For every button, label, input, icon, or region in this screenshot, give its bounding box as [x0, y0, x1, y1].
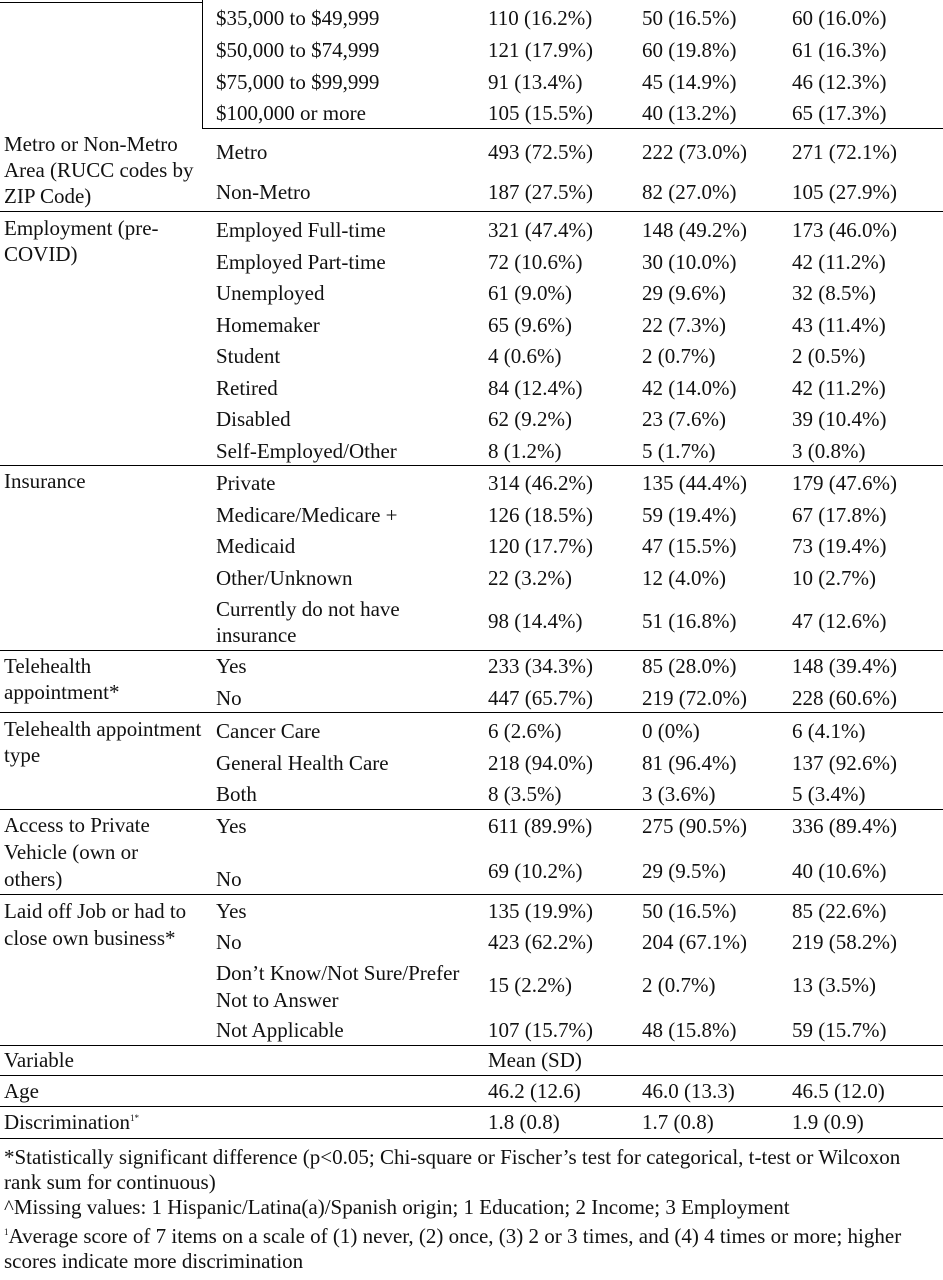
group2-cell: 43 (11.4%)	[792, 313, 886, 337]
group1-cell: 30 (10.0%)	[642, 250, 737, 274]
category-cell: Medicaid	[216, 534, 296, 558]
category-cell: Other/Unknown	[216, 566, 353, 590]
section-rule	[0, 809, 943, 810]
category-cell: Medicare/Medicare +	[216, 503, 398, 527]
footnote-text: ^Missing values: 1 Hispanic/Latina(a)/Spanish origin; 1 Education; 2 Income; 3 Employment	[4, 1195, 790, 1219]
total-cell: 61 (9.0%)	[488, 281, 572, 305]
total-cell: 6 (2.6%)	[488, 719, 562, 743]
group1-cell: 40 (13.2%)	[642, 101, 737, 125]
category-cell: Non-Metro	[216, 180, 311, 204]
mean-sd-header: Mean (SD)	[488, 1048, 582, 1072]
category-cell: Retired	[216, 376, 278, 400]
group2-cell: 3 (0.8%)	[792, 439, 866, 463]
group2-cell: 40 (10.6%)	[792, 859, 887, 883]
group2-cell: 42 (11.2%)	[792, 376, 886, 400]
group1-cell: 29 (9.5%)	[642, 859, 726, 883]
footnote-marker: 1	[4, 1227, 9, 1237]
footnote-text: *Statistically significant difference (p<0.05; Chi-square or Fischer’s test for categorical, t-test or Wilcoxon rank sum for continuous)	[4, 1145, 901, 1194]
total-cell: 91 (13.4%)	[488, 70, 583, 94]
group1-cell: 148 (49.2%)	[642, 218, 747, 242]
group1-cell: 2 (0.7%)	[642, 973, 716, 997]
footnote	[4, 1145, 939, 1195]
group2-cell: 5 (3.4%)	[792, 782, 866, 806]
group2-cell: 1.9 (0.9)	[792, 1110, 864, 1134]
group2-cell: 39 (10.4%)	[792, 407, 887, 431]
column-divider	[202, 0, 203, 128]
category-cell: Currently do not have insurance	[216, 597, 400, 647]
total-cell: 187 (27.5%)	[488, 180, 593, 204]
group1-cell: 60 (19.8%)	[642, 38, 737, 62]
category-cell: $100,000 or more	[216, 101, 366, 125]
footnote	[4, 1220, 939, 1274]
variable-label: Telehealth appointment*	[4, 654, 120, 704]
category-cell: Yes	[216, 654, 247, 678]
variable-label: Employment (pre-COVID)	[4, 216, 159, 266]
group2-cell: 46 (12.3%)	[792, 70, 887, 94]
total-cell: 4 (0.6%)	[488, 344, 562, 368]
total-cell: 8 (3.5%)	[488, 782, 562, 806]
group2-cell: 85 (22.6%)	[792, 899, 887, 923]
variable-label: Laid off Job or had to close own business*	[4, 899, 187, 950]
table-bottom-rule	[0, 1138, 943, 1139]
total-cell: 314 (46.2%)	[488, 471, 593, 495]
group2-cell: 137 (92.6%)	[792, 751, 897, 775]
section-rule	[0, 712, 943, 713]
total-cell: 22 (3.2%)	[488, 566, 572, 590]
total-cell: 98 (14.4%)	[488, 609, 583, 633]
group1-cell: 0 (0%)	[642, 719, 700, 743]
total-cell: 69 (10.2%)	[488, 859, 583, 883]
category-cell: No	[216, 686, 242, 710]
table-top-rule	[0, 2, 202, 3]
footnotes	[4, 1145, 939, 1274]
group2-cell: 73 (19.4%)	[792, 534, 887, 558]
category-cell: Employed Full-time	[216, 218, 386, 242]
group1-cell: 45 (14.9%)	[642, 70, 737, 94]
group1-cell: 48 (15.8%)	[642, 1018, 737, 1042]
total-cell: 107 (15.7%)	[488, 1018, 593, 1042]
category-cell: Homemaker	[216, 313, 320, 337]
group2-cell: 42 (11.2%)	[792, 250, 886, 274]
category-cell: Cancer Care	[216, 719, 321, 743]
category-cell: No	[216, 867, 242, 891]
total-cell: 84 (12.4%)	[488, 376, 583, 400]
category-cell: Student	[216, 344, 281, 368]
group2-cell: 65 (17.3%)	[792, 101, 887, 125]
total-cell: 8 (1.2%)	[488, 439, 562, 463]
footnote-text: Average score of 7 items on a scale of (1) never, (2) once, (3) 2 or 3 times, and (4) 4 times or more; higher scores indicate more discrimination	[4, 1224, 902, 1273]
group1-cell: 47 (15.5%)	[642, 534, 737, 558]
total-cell: 126 (18.5%)	[488, 503, 593, 527]
total-cell: 120 (17.7%)	[488, 534, 593, 558]
total-cell: 233 (34.3%)	[488, 654, 593, 678]
variable-header: Variable	[4, 1048, 74, 1072]
footnote	[4, 1195, 939, 1220]
group1-cell: 219 (72.0%)	[642, 686, 747, 710]
group2-cell: 2 (0.5%)	[792, 344, 866, 368]
section-rule	[0, 465, 943, 466]
section-rule	[0, 1075, 943, 1076]
category-cell: $50,000 to $74,999	[216, 38, 380, 62]
group2-cell: 59 (15.7%)	[792, 1018, 887, 1042]
total-cell: 1.8 (0.8)	[488, 1110, 560, 1134]
group2-cell: 13 (3.5%)	[792, 973, 876, 997]
category-cell: $75,000 to $99,999	[216, 70, 380, 94]
group2-cell: 148 (39.4%)	[792, 654, 897, 678]
total-cell: 423 (62.2%)	[488, 930, 593, 954]
variable-label: Access to Private Vehicle (own or others)	[4, 813, 150, 891]
total-cell: 121 (17.9%)	[488, 38, 593, 62]
group2-cell: 60 (16.0%)	[792, 6, 887, 30]
category-cell: Not Applicable	[216, 1018, 344, 1042]
group1-cell: 81 (96.4%)	[642, 751, 737, 775]
group1-cell: 275 (90.5%)	[642, 814, 747, 838]
group1-cell: 204 (67.1%)	[642, 930, 747, 954]
variable-label: Telehealth appointment type	[4, 717, 202, 767]
group1-cell: 50 (16.5%)	[642, 899, 737, 923]
category-cell: Unemployed	[216, 281, 325, 305]
total-cell: 72 (10.6%)	[488, 250, 583, 274]
total-cell: 62 (9.2%)	[488, 407, 572, 431]
total-cell: 447 (65.7%)	[488, 686, 593, 710]
total-cell: 105 (15.5%)	[488, 101, 593, 125]
group1-cell: 50 (16.5%)	[642, 6, 737, 30]
category-cell: Don’t Know/Not Sure/Prefer Not to Answer	[216, 961, 460, 1012]
footnote-marker: 1*	[129, 1113, 139, 1123]
discrimination-label: Discrimination	[4, 1110, 130, 1134]
group2-cell: 173 (46.0%)	[792, 218, 897, 242]
group1-cell: 23 (7.6%)	[642, 407, 726, 431]
variable-label: Metro or Non-Metro Area (RUCC codes by ZIP Code)	[4, 132, 194, 208]
total-cell: 65 (9.6%)	[488, 313, 572, 337]
group2-cell: 219 (58.2%)	[792, 930, 897, 954]
total-cell: 493 (72.5%)	[488, 140, 593, 164]
group1-cell: 42 (14.0%)	[642, 376, 737, 400]
variable-label	[4, 1110, 210, 1135]
group2-cell: 6 (4.1%)	[792, 719, 866, 743]
group2-cell: 32 (8.5%)	[792, 281, 876, 305]
group2-cell: 47 (12.6%)	[792, 609, 887, 633]
variable-label: Insurance	[4, 469, 86, 493]
group1-cell: 29 (9.6%)	[642, 281, 726, 305]
group2-cell: 336 (89.4%)	[792, 814, 897, 838]
category-cell: Both	[216, 782, 257, 806]
section-rule	[0, 650, 943, 651]
group1-cell: 5 (1.7%)	[642, 439, 716, 463]
section-rule	[0, 211, 943, 212]
group2-cell: 105 (27.9%)	[792, 180, 897, 204]
group1-cell: 85 (28.0%)	[642, 654, 737, 678]
category-cell: Private	[216, 471, 276, 495]
group1-cell: 22 (7.3%)	[642, 313, 726, 337]
group2-cell: 46.5 (12.0)	[792, 1079, 885, 1103]
category-cell: Disabled	[216, 407, 291, 431]
variable-label: Age	[4, 1079, 39, 1103]
section-rule	[202, 128, 943, 129]
category-cell: Employed Part-time	[216, 250, 386, 274]
section-rule	[0, 1106, 943, 1107]
total-cell: 218 (94.0%)	[488, 751, 593, 775]
group2-cell: 228 (60.6%)	[792, 686, 897, 710]
group2-cell: 179 (47.6%)	[792, 471, 897, 495]
section-rule	[0, 894, 943, 895]
category-cell: No	[216, 930, 242, 954]
group1-cell: 135 (44.4%)	[642, 471, 747, 495]
category-cell: $35,000 to $49,999	[216, 6, 380, 30]
total-cell: 135 (19.9%)	[488, 899, 593, 923]
group1-cell: 3 (3.6%)	[642, 782, 716, 806]
group1-cell: 12 (4.0%)	[642, 566, 726, 590]
group1-cell: 59 (19.4%)	[642, 503, 737, 527]
total-cell: 46.2 (12.6)	[488, 1079, 581, 1103]
group1-cell: 46.0 (13.3)	[642, 1079, 735, 1103]
group2-cell: 67 (17.8%)	[792, 503, 887, 527]
group1-cell: 2 (0.7%)	[642, 344, 716, 368]
category-cell: Self-Employed/Other	[216, 439, 397, 463]
total-cell: 110 (16.2%)	[488, 6, 593, 30]
group1-cell: 82 (27.0%)	[642, 180, 737, 204]
group1-cell: 1.7 (0.8)	[642, 1110, 714, 1134]
group1-cell: 51 (16.8%)	[642, 609, 737, 633]
total-cell: 611 (89.9%)	[488, 814, 593, 838]
group2-cell: 61 (16.3%)	[792, 38, 887, 62]
total-cell: 321 (47.4%)	[488, 218, 593, 242]
total-cell: 15 (2.2%)	[488, 973, 572, 997]
section-rule	[0, 1045, 943, 1046]
category-cell: General Health Care	[216, 751, 389, 775]
group2-cell: 271 (72.1%)	[792, 140, 897, 164]
group2-cell: 10 (2.7%)	[792, 566, 876, 590]
category-cell: Metro	[216, 140, 268, 164]
group1-cell: 222 (73.0%)	[642, 140, 747, 164]
category-cell: Yes	[216, 899, 247, 923]
category-cell: Yes	[216, 814, 247, 838]
